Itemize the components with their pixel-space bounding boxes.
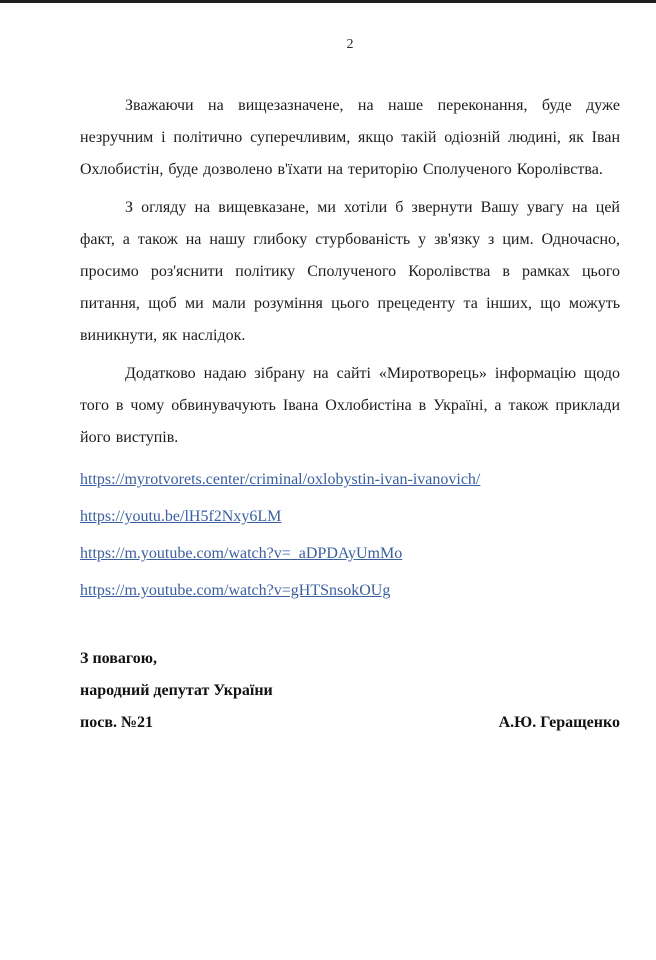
link-myrotvorets-profile[interactable]: https://myrotvorets.center/criminal/oxlobystin-ivan-ivanovich/ (80, 471, 481, 488)
signature-closing: З повагою, (80, 650, 157, 667)
evidence-links-list (80, 464, 620, 607)
signature-name: А.Ю. Геращенко (498, 714, 620, 731)
signature-credential-row (80, 707, 620, 739)
link-youtube-video-1[interactable]: https://youtu.be/lH5f2Nxy6LM (80, 508, 282, 525)
signature-block (80, 643, 620, 739)
link-line (80, 575, 620, 607)
link-line (80, 538, 620, 570)
letter-body (80, 90, 620, 454)
page-content (0, 3, 656, 739)
paragraph-1: Зважаючи на вищезазначене, на наше переконання, буде дуже незручним і політично суперечливим, якщо такій одіозній людині, як Іван Охлобистін, буде дозволено в'їхати на територію Сполученого Королівства. (80, 97, 620, 178)
signature-credential: посв. №21 (80, 714, 154, 731)
link-line (80, 464, 620, 496)
page-number: 2 (346, 37, 354, 52)
link-youtube-video-3[interactable]: https://m.youtube.com/watch?v=gHTSnsokOUg (80, 582, 391, 599)
link-youtube-video-2[interactable]: https://m.youtube.com/watch?v=_aDPDAyUmMo (80, 545, 403, 562)
paragraph-3: Додатково надаю зібрану на сайті «Миротворець» інформацію щодо того в чому обвинувачують Івана Охлобистіна в Україні, а також приклади його виступів. (80, 365, 620, 446)
signature-title: народний депутат України (80, 682, 273, 699)
paragraph-2: З огляду на вищевказане, ми хотіли б звернути Вашу увагу на цей факт, а також на нашу глибоку стурбованість у зв'язку з цим. Одночасно, просимо роз'яснити політику Сполученого Королівства в рамках цього питання, щоб ми мали розуміння цього прецеденту та інших, що можуть виникнути, як наслідок. (80, 199, 620, 344)
link-line (80, 501, 620, 533)
